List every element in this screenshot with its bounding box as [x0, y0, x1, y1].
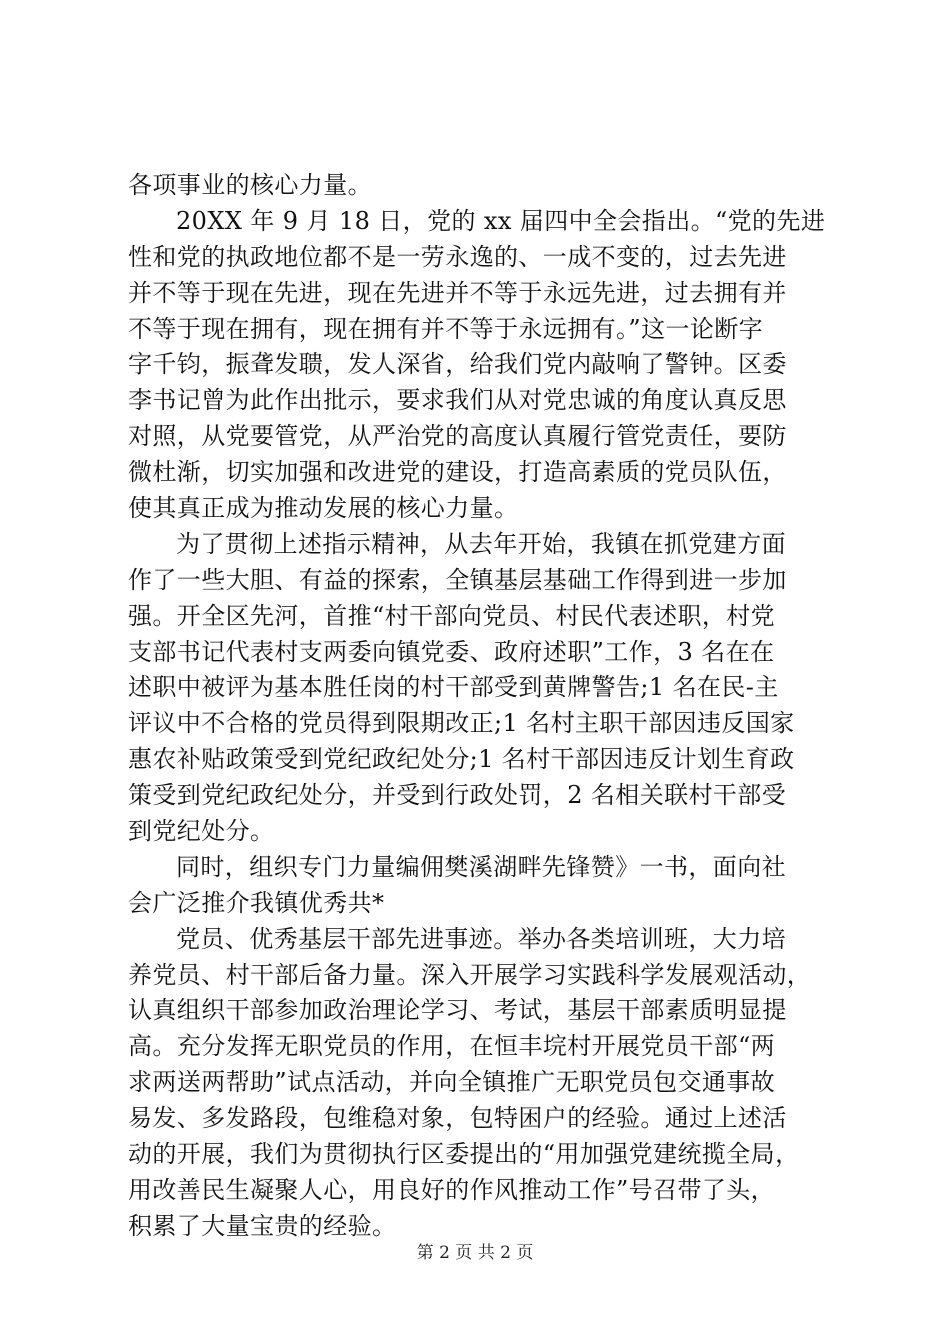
- text-line: 述职中被评为基本胜任岗的村干部受到黄牌警告;1 名在民-主: [128, 673, 779, 702]
- text-line: 评议中不合格的党员得到限期改正;1 名村主职干部因违反国家: [128, 709, 795, 738]
- text-line: 微杜渐，切实加强和改进党的建设，打造高素质的党员队伍，: [128, 458, 787, 487]
- text-line: 强。开全区先河，首推“村干部向党员、村民代表述职，村党: [128, 601, 776, 630]
- text-line: 养党员、村干部后备力量。深入开展学习实践科学发展观活动，: [128, 960, 812, 989]
- text-line: 会广泛推介我镇优秀共*: [128, 888, 385, 917]
- text-line: 积累了大量宝贵的经验。: [128, 1211, 397, 1240]
- text-line: 对照，从党要管党，从严治党的高度认真履行管党责任，要防: [128, 422, 787, 451]
- page-footer: [0, 1238, 950, 1263]
- text-line: 党员、优秀基层干部先进事迹。举办各类培训班，大力培: [176, 924, 786, 953]
- text-line: 求两送两帮助”试点活动，并向全镇推广无职党员包交通事故: [128, 1068, 776, 1097]
- text-line: 20XX 年 9 月 18 日，党的 xx 届四中全会指出。“党的先进: [176, 206, 826, 235]
- text-line: 各项事业的核心力量。: [128, 171, 372, 199]
- text-line: 支部书记代表村支两委向镇党委、政府述职”工作，3 名在在: [128, 637, 775, 666]
- text-line: 使其真正成为推动发展的核心力量。: [128, 494, 519, 523]
- text-line: 策受到党纪政纪处分，并受到行政处罚，2 名相关联村干部受: [128, 781, 787, 810]
- text-line: 易发、多发路段，包维稳对象，包特困户的经验。通过上述活: [128, 1104, 787, 1133]
- text-line: 作了一些大胆、有益的探索，全镇基层基础工作得到进一步加: [128, 565, 787, 594]
- text-line: 惠农补贴政策受到党纪政纪处分;1 名村干部因违反计划生育政: [128, 745, 795, 774]
- text-line: 认真组织干部参加政治理论学习、考试，基层干部素质明显提: [128, 996, 787, 1025]
- text-line: 性和党的执政地位都不是一劳永逸的、一成不变的，过去先进: [128, 242, 787, 271]
- text-line: 为了贯彻上述指示精神，从去年开始，我镇在抓党建方面: [176, 529, 786, 558]
- page-number-label: 第 2 页 共 2 页: [416, 1243, 534, 1263]
- body-text: [128, 168, 828, 1245]
- text-line: 不等于现在拥有，现在拥有并不等于永远拥有。”这一论断字: [128, 314, 764, 343]
- text-line: 动的开展，我们为贯彻执行区委提出的“用加强党建统揽全局，: [128, 1140, 800, 1169]
- text-line: 字千钧，振聋发聩，发人深省，给我们党内敲响了警钟。区委: [128, 350, 787, 379]
- text-line: 用改善民生凝聚人心，用良好的作风推动工作”号召带了头，: [128, 1175, 776, 1204]
- text-line: 同时，组织专门力量编佣樊溪湖畔先锋赞》一书，面向社: [176, 852, 786, 881]
- text-line: 并不等于现在先进，现在先进并不等于永远先进，过去拥有并: [128, 278, 787, 307]
- text-line: 到党纪处分。: [128, 817, 275, 846]
- text-line: 高。充分发挥无职党员的作用，在恒丰垸村开展党员干部“两: [128, 1032, 776, 1061]
- text-line: 李书记曾为此作出批示，要求我们从对党忠诚的角度认真反思: [128, 386, 787, 415]
